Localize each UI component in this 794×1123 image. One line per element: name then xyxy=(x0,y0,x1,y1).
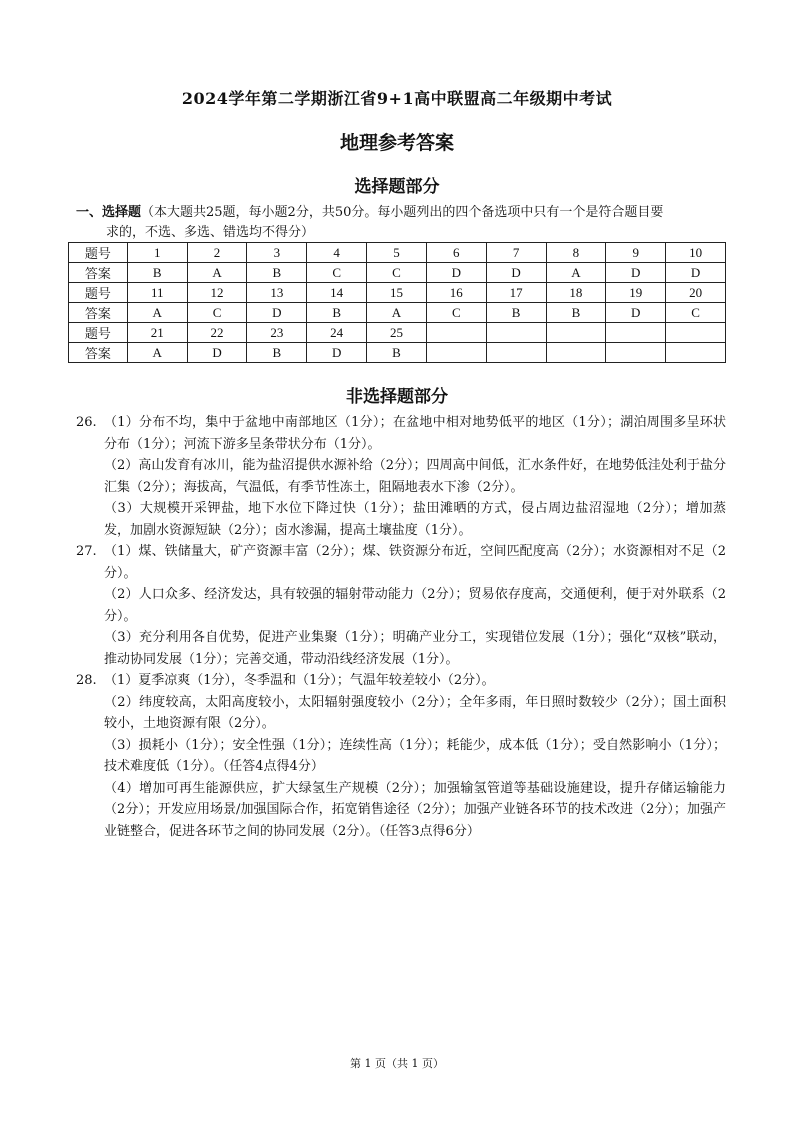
table-cell: C xyxy=(187,303,247,323)
table-cell xyxy=(666,343,726,363)
table-cell: D xyxy=(247,303,307,323)
table-row-label: 题号 xyxy=(69,323,128,343)
table-cell xyxy=(486,323,546,343)
table-cell: 20 xyxy=(666,283,726,303)
table-cell: D xyxy=(307,343,367,363)
table-cell: 9 xyxy=(606,243,666,263)
choice-section-heading: 选择题部分 xyxy=(354,177,440,197)
table-cell: 15 xyxy=(367,283,427,303)
table-cell: A xyxy=(127,303,187,323)
table-cell xyxy=(606,323,666,343)
choice-instructions-text: （本大题共25题，每小题2分，共50分。每小题列出的四个备选项中只有一个是符合题目要 xyxy=(141,205,664,220)
table-row xyxy=(69,303,726,323)
table-cell: A xyxy=(367,303,427,323)
table-cell: C xyxy=(666,303,726,323)
answer-part: （1）分布不均，集中于盆地中南部地区（1分）；在盆地中相对地势低平的地区（1分）；湖泊周围多呈环状分布（1分）；河流下游多呈条带状分布（1分）。 xyxy=(104,415,726,452)
choice-instructions xyxy=(76,203,728,243)
table-cell: 19 xyxy=(606,283,666,303)
table-cell: 25 xyxy=(367,323,427,343)
table-cell: 1 xyxy=(127,243,187,263)
table-cell: B xyxy=(367,343,427,363)
exam-title: 2024学年第二学期浙江省9+1高中联盟高二年级期中考试 xyxy=(181,89,613,108)
table-cell: 5 xyxy=(367,243,427,263)
choice-instructions-text-2: 求的，不选、多选、错选均不得分） xyxy=(106,225,315,240)
table-row-label: 题号 xyxy=(69,243,128,263)
table-cell: B xyxy=(127,263,187,283)
answer-table xyxy=(68,242,726,363)
table-cell: C xyxy=(367,263,427,283)
table-row-label: 题号 xyxy=(69,283,128,303)
table-cell xyxy=(546,323,606,343)
table-row xyxy=(69,343,726,363)
table-cell: C xyxy=(426,303,486,323)
table-cell: A xyxy=(127,343,187,363)
table-cell: B xyxy=(247,343,307,363)
table-cell: 12 xyxy=(187,283,247,303)
table-cell: 22 xyxy=(187,323,247,343)
table-row-label: 答案 xyxy=(69,343,128,363)
table-cell: 17 xyxy=(486,283,546,303)
table-row xyxy=(69,283,726,303)
table-cell: 8 xyxy=(546,243,606,263)
table-cell: 18 xyxy=(546,283,606,303)
answer-part: （3）充分利用各自优势，促进产业集聚（1分）；明确产业分工，实现错位发展（1分）；强化“双核”联动，推动协同发展（1分）；完善交通，带动沿线经济发展（1分）。 xyxy=(104,630,726,667)
table-cell: A xyxy=(187,263,247,283)
table-cell: B xyxy=(247,263,307,283)
table-cell: 3 xyxy=(247,243,307,263)
table-cell: 21 xyxy=(127,323,187,343)
question-number: 28. xyxy=(76,673,97,688)
question-item xyxy=(76,541,726,670)
choice-instructions-label: 一、选择题 xyxy=(76,205,142,220)
table-row-label: 答案 xyxy=(69,263,128,283)
answer-part: （4）增加可再生能源供应，扩大绿氢生产规模（2分）；加强输氢管道等基础设施建设，提升存储运输能力（2分）；开发应用场景/加强国际合作，拓宽销售途径（2分）；加强产业链各环节的技术改进（2分）；加强产业链整合，促进各环节之间的协同发展（2分）。（任答3点得6分） xyxy=(104,780,726,839)
answer-part: （2）纬度较高，太阳高度较小，太阳辐射强度较小（2分）；全年多雨，年日照时数较少（2分）；国土面积较小，土地资源有限（2分）。 xyxy=(104,694,726,731)
table-cell: D xyxy=(606,303,666,323)
table-cell: 10 xyxy=(666,243,726,263)
question-number: 27. xyxy=(76,544,97,559)
table-cell: A xyxy=(546,263,606,283)
table-cell: 23 xyxy=(247,323,307,343)
table-row xyxy=(69,243,726,263)
page-number: 第 1 页（共 1 页） xyxy=(350,1057,444,1070)
answer-part: （2）高山发育有冰川，能为盐沼提供水源补给（2分）；四周高中间低，汇水条件好，在地势低洼处利于盐分汇集（2分）；海拔高，气温低，有季节性冻土，阻隔地表水下渗（2分）。 xyxy=(104,458,726,495)
table-cell: 16 xyxy=(426,283,486,303)
table-cell: D xyxy=(187,343,247,363)
table-cell xyxy=(546,343,606,363)
table-cell: 24 xyxy=(307,323,367,343)
question-list xyxy=(76,412,726,842)
question-item xyxy=(76,412,726,541)
table-cell xyxy=(426,323,486,343)
table-cell: B xyxy=(546,303,606,323)
table-cell: B xyxy=(307,303,367,323)
table-cell xyxy=(666,323,726,343)
table-cell xyxy=(606,343,666,363)
table-cell: 11 xyxy=(127,283,187,303)
table-cell: C xyxy=(307,263,367,283)
table-cell: B xyxy=(486,303,546,323)
table-cell: D xyxy=(666,263,726,283)
answer-part: （2）人口众多、经济发达，具有较强的辐射带动能力（2分）；贸易依存度高，交通便利，便于对外联系（2分）。 xyxy=(104,587,726,624)
table-cell: 14 xyxy=(307,283,367,303)
table-row-label: 答案 xyxy=(69,303,128,323)
answer-part: （3）损耗小（1分）；安全性强（1分）；连续性高（1分）；耗能少，成本低（1分）；受自然影响小（1分）；技术难度低（1分）。（任答4点得4分） xyxy=(104,737,726,774)
answer-part: （1）煤、铁储量大，矿产资源丰富（2分）；煤、铁资源分布近，空间匹配度高（2分）；水资源相对不足（2分）。 xyxy=(104,544,726,581)
table-cell xyxy=(486,343,546,363)
table-cell: D xyxy=(426,263,486,283)
answer-part: （1）夏季凉爽（1分），冬季温和（1分）；气温年较差较小（2分）。 xyxy=(104,673,495,688)
table-cell: D xyxy=(606,263,666,283)
table-cell: 6 xyxy=(426,243,486,263)
subject-title: 地理参考答案 xyxy=(339,132,454,154)
nonchoice-section-heading: 非选择题部分 xyxy=(346,387,448,407)
table-cell: 13 xyxy=(247,283,307,303)
table-cell: 7 xyxy=(486,243,546,263)
question-item xyxy=(76,670,726,842)
table-row xyxy=(69,323,726,343)
table-cell xyxy=(426,343,486,363)
table-cell: 4 xyxy=(307,243,367,263)
table-row xyxy=(69,263,726,283)
table-cell: D xyxy=(486,263,546,283)
answer-part: （3）大规模开采钾盐，地下水位下降过快（1分）；盐田滩晒的方式，侵占周边盐沼湿地（2分）；增加蒸发，加剧水资源短缺（2分）；卤水渗漏，提高土壤盐度（1分）。 xyxy=(104,501,726,538)
table-cell: 2 xyxy=(187,243,247,263)
question-number: 26. xyxy=(76,415,97,430)
